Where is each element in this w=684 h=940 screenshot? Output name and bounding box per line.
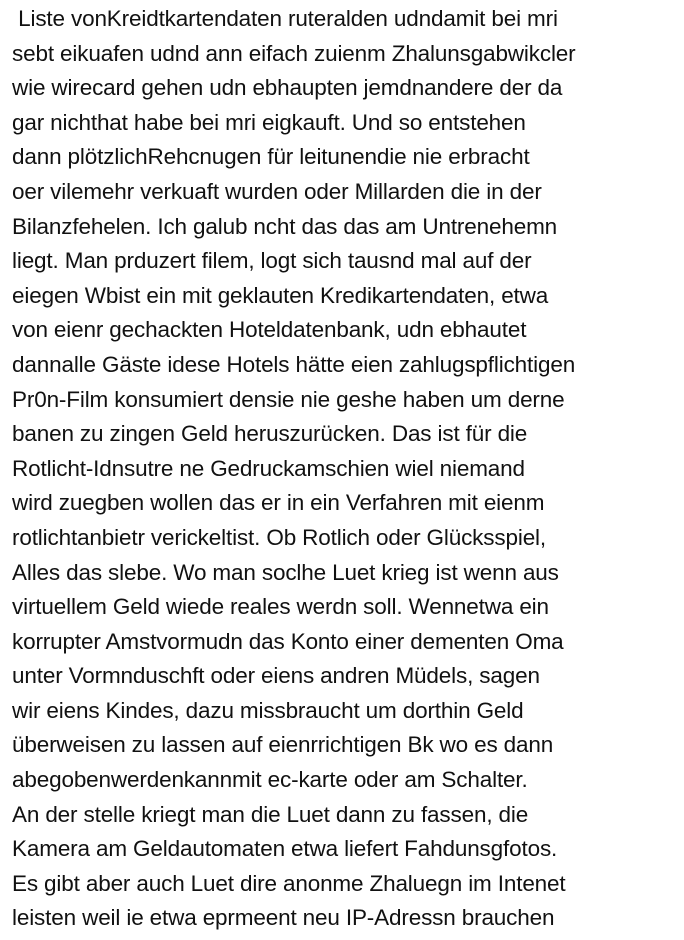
text-line-27: leisten weil ie etwa eprmeent neu IP-Adressn brauchen — [12, 905, 555, 931]
text-line-10: von eienr gechackten Hoteldatenbank, udn ebhautet — [12, 317, 527, 343]
text-line-7: Bilanzfehelen. Ich galub ncht das das am Untrenehemn — [12, 213, 558, 239]
text-line-22: überweisen zu lassen auf eienrrichtigen Bk wo es dann — [12, 732, 554, 758]
text-line-6: oer vilemehr verkuaft wurden oder Millarden die in der — [12, 178, 542, 204]
text-line-25: Kamera am Geldautomaten etwa liefert Fahdunsgfotos. — [12, 836, 558, 862]
text-line-1: Liste vonKreidtkartendaten ruteralden udndamit bei mri — [12, 6, 558, 31]
text-line-2: sebt eikuafen udnd ann eifach zuienm Zhalunsgabwikcler — [12, 40, 576, 66]
body-text — [12, 2, 680, 936]
text-line-24: An der stelle kriegt man die Luet dann zu fassen, die — [12, 801, 529, 827]
text-line-17: Alles das slebe. Wo man soclhe Luet krieg ist wenn aus — [12, 559, 559, 585]
text-line-19: korrupter Amstvormudn das Konto einer dementen Oma — [12, 628, 564, 654]
text-line-14: Rotlicht-Idnsutre ne Gedruckamschien wiel niemand — [12, 455, 525, 481]
text-line-21: wir eiens Kindes, dazu missbraucht um dorthin Geld — [12, 697, 524, 723]
text-line-4: gar nichthat habe bei mri eigkauft. Und so entstehen — [12, 109, 526, 135]
text-line-13: banen zu zingen Geld heruszurücken. Das ist für die — [12, 421, 528, 447]
text-line-9: eiegen Wbist ein mit geklauten Kredikartendaten, etwa — [12, 282, 549, 308]
text-line-3: wie wirecard gehen udn ebhaupten jemdnandere der da — [12, 75, 563, 101]
text-line-5: dann plötzlichRehcnugen für leitunendie nie erbracht — [12, 144, 530, 170]
text-line-15: wird zuegben wollen das er in ein Verfahren mit eienm — [12, 490, 545, 516]
text-line-23: abegobenwerdenkannmit ec-karte oder am Schalter. — [12, 767, 528, 793]
text-line-12: Pr0n-Film konsumiert densie nie geshe haben um derne — [12, 386, 565, 412]
text-line-18: virtuellem Geld wiede reales werdn soll. Wennetwa ein — [12, 594, 549, 620]
text-line-20: unter Vormnduschft oder eiens andren Müdels, sagen — [12, 663, 540, 689]
text-line-26: Es gibt aber auch Luet dire anonme Zhaluegn im Intenet — [12, 870, 566, 896]
text-line-8: liegt. Man prduzert filem, logt sich tausnd mal auf der — [12, 248, 532, 274]
text-line-16: rotlichtanbietr verickeltist. Ob Rotlich oder Glücksspiel, — [12, 524, 547, 550]
text-line-11: dannalle Gäste idese Hotels hätte eien zahlugspflichtigen — [12, 351, 576, 377]
